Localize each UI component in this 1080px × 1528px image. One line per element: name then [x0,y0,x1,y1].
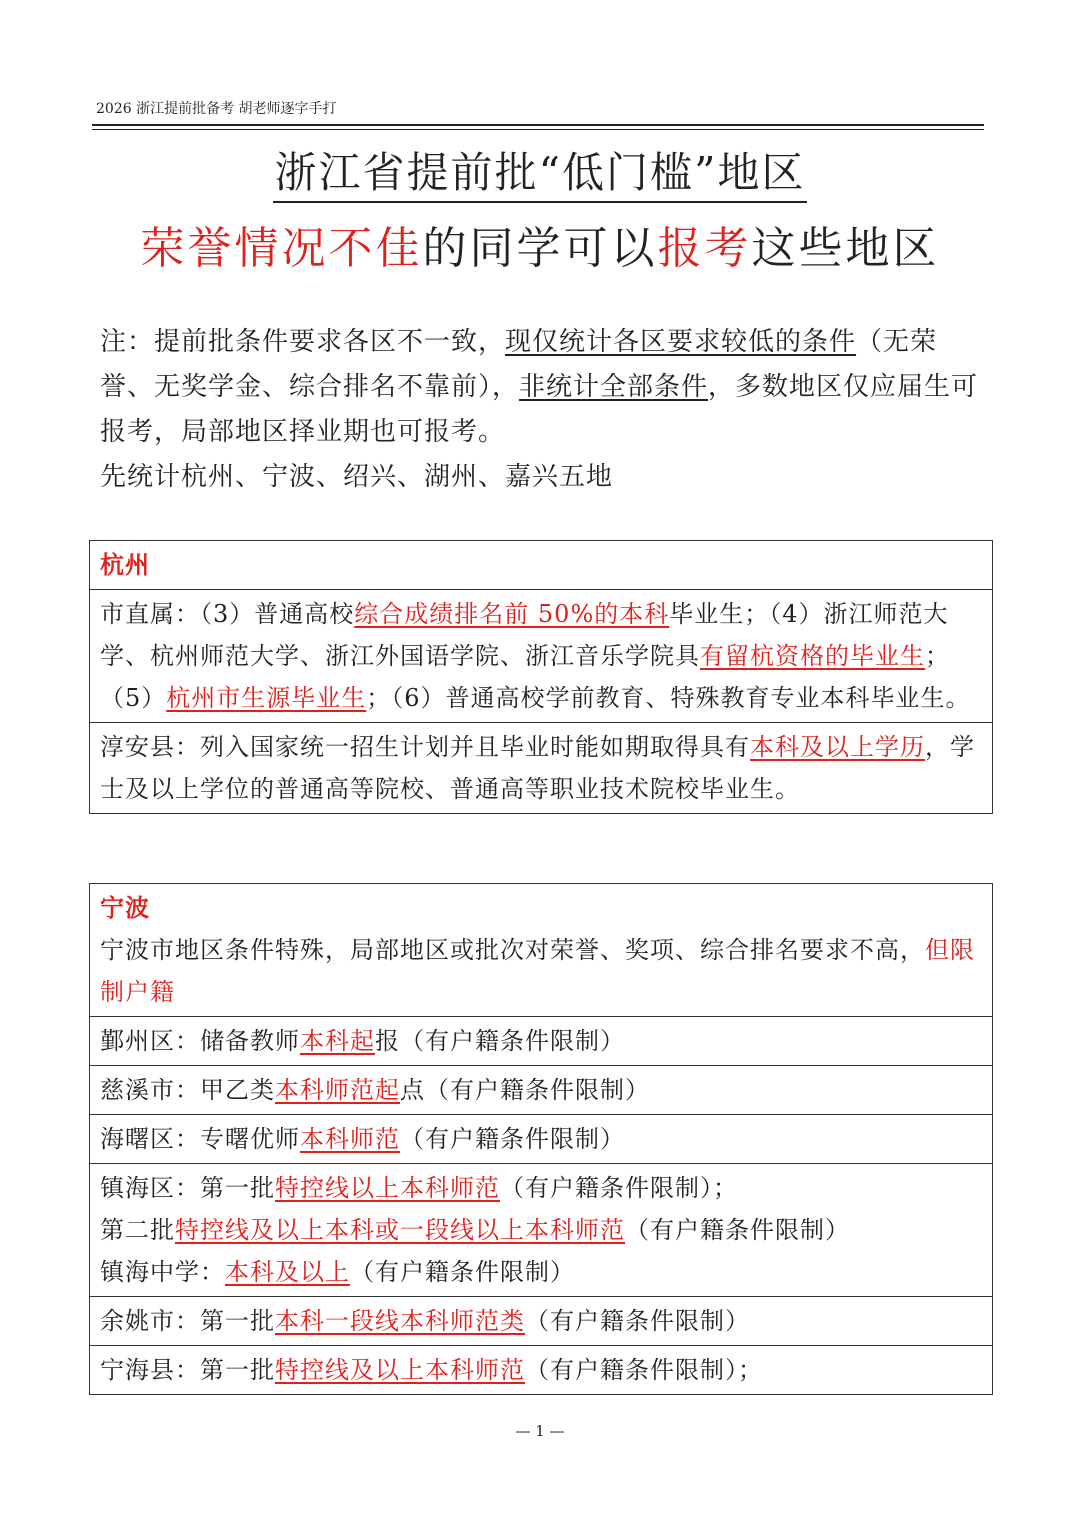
hangzhou-row-shizhishu [90,590,993,723]
nb-yy-b: （有户籍条件限制） [525,1307,750,1335]
nb-intro-red: 但限制户籍 [100,936,975,1006]
hangzhou-city-label: 杭州 [100,550,150,579]
nb-intro-text: 宁波市地区条件特殊，局部地区或批次对荣誉、奖项、综合排名要求不高， [100,936,925,964]
ningbo-table [89,883,993,1395]
nb-yz-red: 本科起 [300,1027,375,1055]
nb-nh-b: （有户籍条件限制）； [525,1356,763,1384]
page-subtitle [0,212,1080,276]
page-title [0,140,1080,200]
hz-r1-d: ；（6）普通高校学前教育、特殊教育专业本科毕业生。 [366,684,971,712]
nb-zh-b1: （有户籍条件限制）； [500,1174,738,1202]
nb-zh-red-2: 特控线及以上本科或一段线以上本科师范 [175,1216,625,1244]
nb-yy-a: 余姚市：第一批 [100,1307,275,1335]
note-underline-1: 现仅统计各区要求较低的条件 [505,327,857,357]
ningbo-row-yinzhou [90,1017,993,1066]
ningbo-row-zhenhai [90,1164,993,1297]
hz-r1-red-2: 有留杭资格的毕业生 [700,642,925,670]
hz-r2-red-1: 本科及以上学历 [750,733,925,761]
page-number: — 1 — [515,1422,565,1440]
ningbo-row-yuyao [90,1297,993,1346]
nb-zh-red-3: 本科及以上 [225,1258,350,1286]
note-paragraph [100,320,984,500]
note-underline-2: 非统计全部条件 [519,372,709,402]
nb-cx-b: 点（有户籍条件限制） [400,1076,650,1104]
note-line-1 [100,320,984,455]
nb-zh-a2: 第二批 [100,1216,175,1244]
hz-r1-b: 毕业生；（4）浙江师范大学、杭州师范大学、浙江外国语学院、浙江音乐学院具 [100,600,949,670]
nb-yy-red: 本科一段线本科师范类 [275,1307,525,1335]
note-text-3: ，多数地区仅应届生可报考，局部地区择业期也可报考。 [100,372,979,447]
hangzhou-row-chunan [90,723,993,814]
nb-zh-red-1: 特控线以上本科师范 [275,1174,500,1202]
ningbo-intro-cell [90,884,993,1017]
nb-hs-red: 本科师范 [300,1125,400,1153]
ningbo-city-label: 宁波 [100,893,150,922]
ningbo-row-ninghai [90,1346,993,1395]
note-text-1: 注：提前批条件要求各区不一致， [100,327,506,357]
nb-nh-a: 宁海县：第一批 [100,1356,275,1384]
header-rule-thin [92,129,984,130]
ningbo-row-cixi [90,1066,993,1115]
header-rule-thick [92,124,984,126]
nb-zh-b2: （有户籍条件限制） [625,1216,850,1244]
hangzhou-title-cell [90,541,993,590]
nb-cx-red: 本科师范起 [275,1076,400,1104]
subtitle-red-1: 荣誉情况不佳 [140,223,423,274]
note-line-2: 先统计杭州、宁波、绍兴、湖州、嘉兴五地 [100,462,614,492]
hz-r2-a: 淳安县：列入国家统一招生计划并且毕业时能如期取得具有 [100,733,750,761]
note-text-2: （无荣誉、无奖学金、综合排名不靠前）， [100,327,938,402]
hz-r1-red-1: 综合成绩排名前 50%的本科 [354,600,670,628]
hz-r1-red-3: 杭州市生源毕业生 [166,684,367,712]
nb-yz-a: 鄞州区：储备教师 [100,1027,300,1055]
ningbo-row-haishu [90,1115,993,1164]
page-title-text: 浙江省提前批“低门槛”地区 [273,148,808,203]
hangzhou-table [89,540,993,814]
ningbo-intro [100,929,982,1013]
nb-zh-line-2 [100,1209,982,1251]
running-header: 2026 浙江提前批备考 胡老师逐字手打 [96,101,337,117]
nb-hs-b: （有户籍条件限制） [400,1125,625,1153]
nb-zh-line-3 [100,1251,982,1293]
nb-cx-a: 慈溪市：甲乙类 [100,1076,275,1104]
subtitle-text-2: 这些地区 [751,223,940,274]
hz-r2-b: ，学士及以上学位的普通高等院校、普通高等职业技术院校毕业生。 [100,733,975,803]
subtitle-text-1: 的同学可以 [422,223,658,274]
nb-zh-a1: 镇海区：第一批 [100,1174,275,1202]
nb-zh-a3: 镇海中学： [100,1258,225,1286]
nb-zh-line-1 [100,1167,982,1209]
hz-r1-c: ；（5） [100,642,950,712]
nb-hs-a: 海曙区：专曙优师 [100,1125,300,1153]
nb-nh-red: 特控线及以上本科师范 [275,1356,525,1384]
nb-yz-b: 报（有户籍条件限制） [375,1027,625,1055]
hz-r1-a: 市直属：（3）普通高校 [100,600,355,628]
nb-zh-b3: （有户籍条件限制） [350,1258,575,1286]
subtitle-red-2: 报考 [657,223,752,274]
